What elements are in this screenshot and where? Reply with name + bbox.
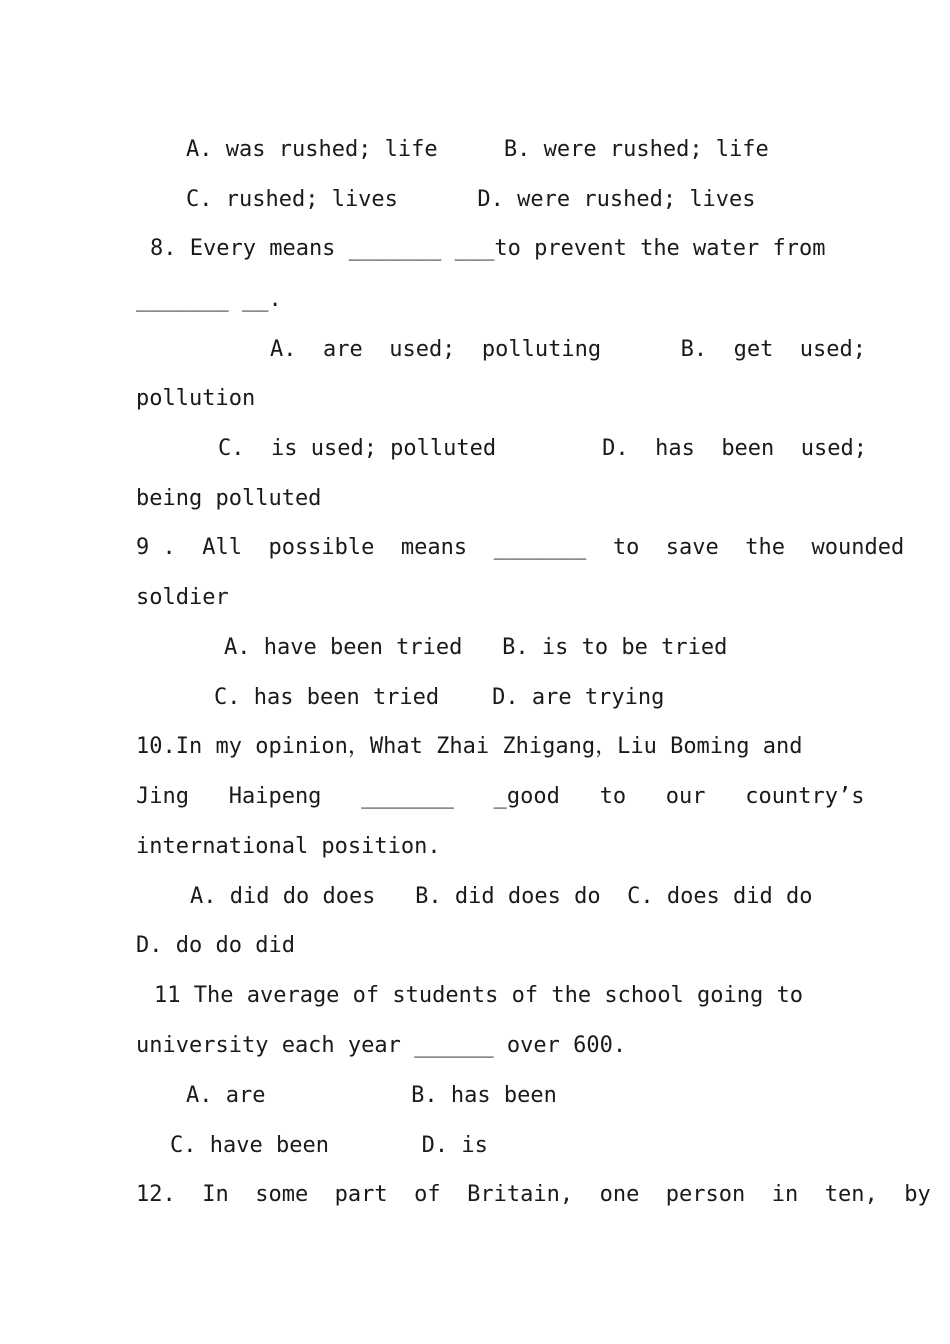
q11-stem-line-2: university each year ______ over 600. [136, 1033, 627, 1058]
q9-options-row-2: C. has been tried D. are trying [214, 685, 665, 710]
q7-options-row-1: A. was rushed; life B. were rushed; life [186, 137, 769, 162]
q7-options-row-2: C. rushed; lives D. were rushed; lives [186, 187, 756, 212]
q10-stem-line-1: 10.In my opinion，What Zhai Zhigang，Liu Boming and [136, 734, 803, 759]
q8-stem-line-1: 8. Every means _______ ___to prevent the water from [150, 236, 826, 261]
q8-option-line-1: A. are used; polluting B. get used; [270, 337, 867, 362]
q10-options-line-1: A. did do does B. did does do C. does did do [190, 884, 813, 909]
q12-stem-line-1: 12. In some part of Britain, one person in ten, by [136, 1182, 931, 1207]
q11-options-row-2: C. have been D. is [170, 1133, 488, 1158]
q9-stem-line-1: 9 . All possible means _______ to save the wounded [136, 535, 905, 560]
q10-options-line-2: D. do do did [136, 933, 295, 958]
q10-stem-line-3: international position. [136, 834, 441, 859]
q8-option-line-4: being polluted [136, 486, 322, 511]
q9-options-row-1: A. have been tried B. is to be tried [224, 635, 728, 660]
q11-stem-line-1: 11 The average of students of the school going to [154, 983, 804, 1008]
q11-options-row-1: A. are B. has been [186, 1083, 557, 1108]
q10-stem-line-2: Jing Haipeng _______ _good to our country’s [136, 784, 865, 809]
q8-option-line-2: pollution [136, 386, 256, 411]
q9-stem-line-2: soldier [136, 585, 229, 610]
q8-option-line-3: C. is used; polluted D. has been used; [218, 436, 868, 461]
q8-stem-line-2: _______ __. [136, 287, 282, 312]
